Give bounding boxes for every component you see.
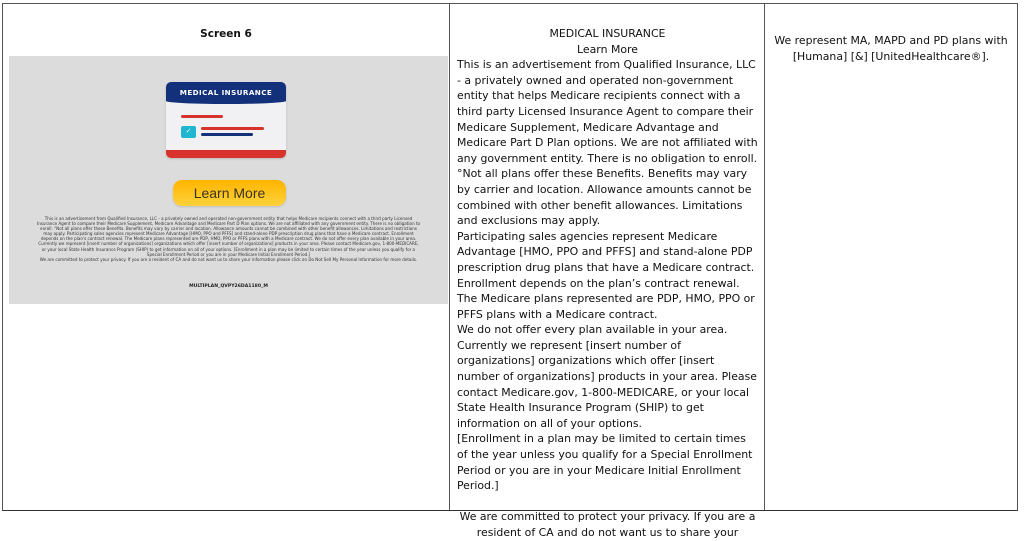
storyboard-table: [2, 3, 1018, 539]
notes-text: We represent MA, MAPD and PD plans with [Humana] [&] [UnitedHealthcare®].: [774, 34, 1008, 63]
ad-code: MULTIPLAN_QVPY26DA1180_M: [189, 284, 268, 289]
card-line: [181, 115, 223, 118]
ad-fine-print: [37, 216, 420, 262]
checkmark-icon: ✓: [181, 126, 196, 138]
fine-print-privacy: We are committed to protect your privacy. If you are a resident of CA and do not want us to share your information please click on Do Not Sell My Personal Information for more details.: [39, 256, 418, 262]
card-footer: [166, 150, 286, 158]
copy-heading: MEDICAL INSURANCE: [549, 27, 666, 40]
copy-privacy: We are committed to protect your privacy. If you are a resident of CA and do not want us to share your: [459, 510, 756, 539]
insurance-card-icon: [166, 82, 286, 158]
fine-print-disclaimer: This is an advertisement from Qualified Insurance, LLC - a privately owned and operated non-government entity that helps Medicare recipients connect with a third party Licensed Insurance Agent to compare their Medicare Supplement, Medicare Advantage and Medicare Part D Plan options. We are not affiliated with any government entity. There is no obligation to enroll. °Not all plans offer these Benefits. Benefits may vary by carrier and location. Allowance amounts cannot be combined with other benefit allowances. Limitations and restrictions may apply. Participating sales agencies represent Medicare Advantage [HMO, PPO and PFFS] and stand-alone PDP prescription drug plans that have a Medicare contract. Enrollment depends on the plan's contract renewal. The Medicare plans represented are PDP, HMO, PPO or PFFS plans with a Medicare contract. We do not offer every plan available in your area. Currently we represent [insert number of organizations] organizations which offer [insert number of organizations] products in your area. Please contact Medicare.gov, 1-800-MEDICARE, or your local State Health Insurance Program (SHIP) to get information on all of your options. [Enrollment in a plan may be limited to certain times of the year unless you qualify for a Special Enrollment Period or you are in your Medicare Initial Enrollment Period.]: [37, 216, 421, 257]
learn-more-button[interactable]: Learn More: [173, 180, 286, 206]
screen-title: Screen 6: [200, 28, 252, 40]
visual-column: [3, 4, 450, 510]
notes-column: [765, 4, 1017, 510]
copy-column: [450, 4, 765, 539]
copy-paragraph: This is an advertisement from Qualified Insurance, LLC - a privately owned and operated non-government entity that helps Medicare recipients connect with a third party Licensed Insurance Agent to compare their Medicare Supplement, Medicare Advantage and Medicare Part D Plan options. We are not affiliated with any government entity. There is no obligation to enroll.: [457, 58, 758, 165]
copy-paragraph: [Enrollment in a plan may be limited to certain times of the year unless you qualify for a Special Enrollment Period or you are in your Medicare Initial Enrollment Period.]: [457, 432, 753, 493]
copy-cta: Learn More: [577, 42, 638, 56]
copy-paragraph: We do not offer every plan available in your area. Currently we represent [insert number of organizations] organizations which offer [insert number of organizations] products in your area. Please contact Medicare.gov, 1-800-MEDICARE, or your local State Health Insurance Program (SHIP) to get information on all of your options.: [457, 323, 757, 430]
ad-mockup: [9, 56, 448, 304]
card-line: [201, 133, 253, 136]
card-title: MEDICAL INSURANCE: [166, 82, 286, 104]
copy-paragraph: Participating sales agencies represent Medicare Advantage [HMO, PPO and PFFS] and stand-alone PDP prescription drug plans that have a Medicare contract. Enrollment depends on the plan’s contract renewal. The Medicare plans represented are PDP, HMO, PPO or PFFS plans with a Medicare contract.: [457, 229, 755, 321]
card-line: [201, 127, 264, 130]
copy-paragraph: °Not all plans offer these Benefits. Benefits may vary by carrier and location. Allowance amounts cannot be combined with other benefit allowances. Limitations and exclusions may apply.: [457, 167, 752, 228]
copy-text: [457, 26, 758, 541]
